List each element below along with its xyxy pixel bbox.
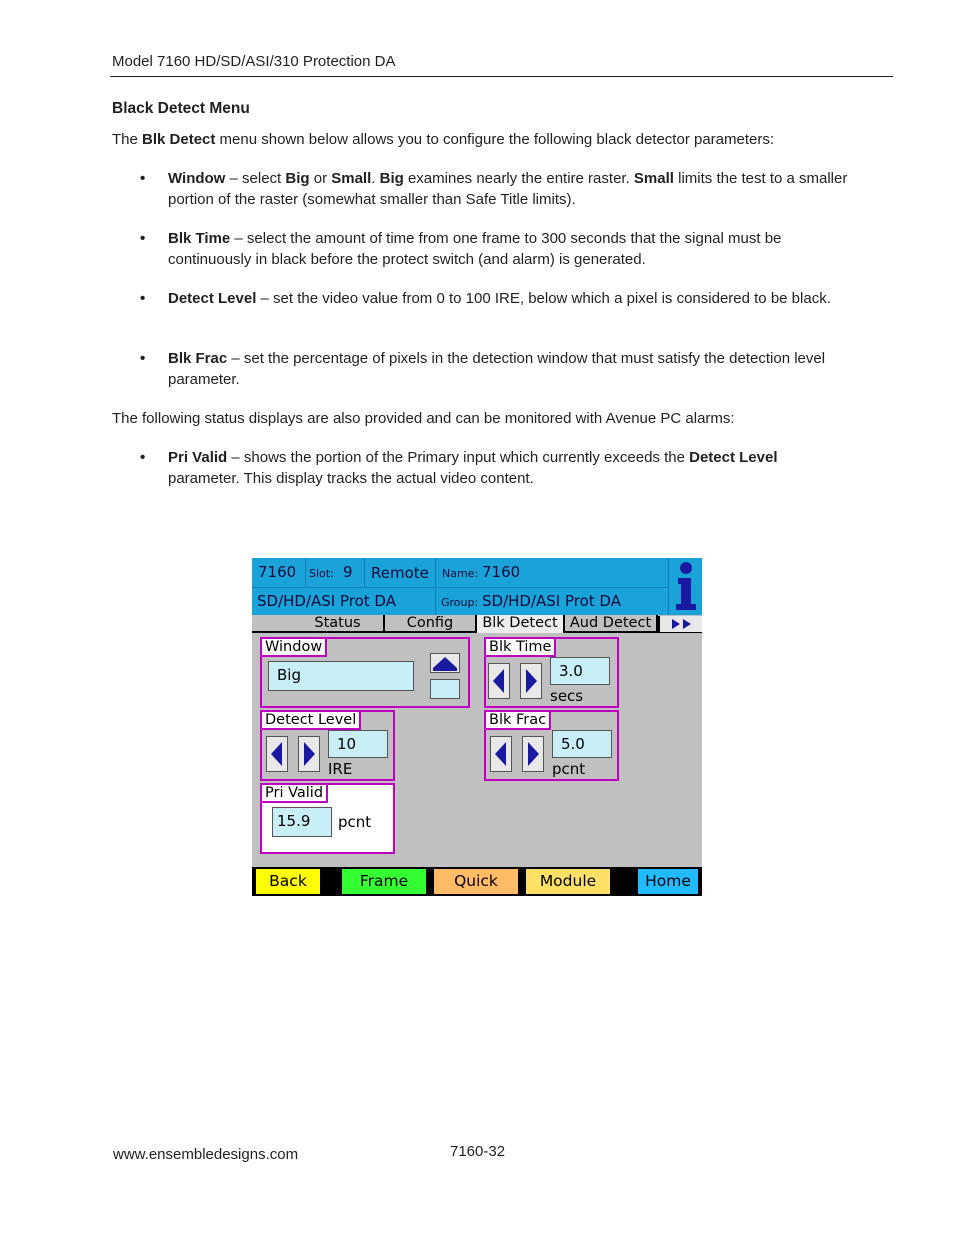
detect-level-value[interactable]: 10 <box>328 730 388 758</box>
bullet-dot: • <box>140 350 146 367</box>
bullet-dot: • <box>140 290 146 307</box>
window-value[interactable]: Big <box>268 661 414 691</box>
bullet-dot: • <box>140 230 146 247</box>
blk-time-decrease-button[interactable] <box>488 663 510 699</box>
tab-scroll-right-icon[interactable] <box>658 616 702 632</box>
window-group <box>260 637 470 708</box>
footer-url: www.ensembledesigns.com <box>113 1146 299 1163</box>
bullet-text: Window – select Big or Small. Big examines nearly the entire raster. Small limits the test to a smaller portion of the raster (somewhat smaller than Safe Title limits). <box>168 170 848 208</box>
panel-topbar <box>252 558 702 615</box>
status-intro: The following status displays are also provided and can be monitored with Avenue PC alarms: <box>112 410 735 427</box>
name-value: 7160 <box>482 563 521 581</box>
pri-valid-unit: pcnt <box>338 813 372 831</box>
tab-config[interactable]: Config <box>385 615 477 633</box>
quick-button[interactable]: Quick <box>434 869 518 894</box>
slot-value: 9 <box>343 563 353 581</box>
tab-bar <box>252 615 702 633</box>
blk-frac-decrease-button[interactable] <box>490 736 512 772</box>
detect-level-label: Detect Level <box>262 712 361 730</box>
blk-frac-unit: pcnt <box>552 760 586 778</box>
slot-label: Slot: <box>309 567 334 580</box>
intro-text-after: menu shown below allows you to configure the following black detector parameters: <box>215 131 775 148</box>
arrow-right-icon <box>521 664 541 698</box>
detect-level-group <box>260 710 395 781</box>
footer-page-number: 7160-32 <box>450 1143 506 1160</box>
intro-bold: Blk Detect <box>142 131 216 148</box>
arrow-right-icon <box>523 737 543 771</box>
bottom-nav <box>252 867 702 896</box>
group-label: Group: <box>441 596 479 609</box>
intro-text: The <box>112 131 143 148</box>
bullet-text: Detect Level – set the video value from 0 to 100 IRE, below which a pixel is considered to be black. <box>168 290 831 307</box>
blk-time-value[interactable]: 3.0 <box>550 657 610 685</box>
home-button[interactable]: Home <box>638 869 698 894</box>
blk-time-increase-button[interactable] <box>520 663 542 699</box>
page-header: Model 7160 HD/SD/ASI/310 Protection DA <box>112 53 396 70</box>
section-title: Black Detect Menu <box>112 100 250 117</box>
frame-button[interactable]: Frame <box>342 869 426 894</box>
detect-level-unit: IRE <box>328 760 353 778</box>
model-label: 7160 <box>258 563 297 581</box>
pri-valid-label: Pri Valid <box>262 785 328 803</box>
blk-time-group <box>484 637 619 708</box>
module-type: SD/HD/ASI Prot DA <box>257 592 396 610</box>
arrow-left-icon <box>267 737 287 771</box>
arrow-left-icon <box>489 664 509 698</box>
arrow-up-icon <box>431 654 459 672</box>
tab-blk-detect[interactable]: Blk Detect <box>477 615 565 633</box>
bullet-text: Pri Valid – shows the portion of the Primary input which currently exceeds the Detect Level parameter. This display tracks the actual video content. <box>168 449 778 487</box>
blk-detect-panel <box>252 558 702 896</box>
bullet-dot: • <box>140 170 146 187</box>
tab-aud-detect[interactable]: Aud Detect <box>565 615 658 633</box>
bullet-dot: • <box>140 449 146 466</box>
remote-status: Remote <box>371 564 429 582</box>
arrow-left-icon <box>491 737 511 771</box>
tab-status[interactable]: Status <box>292 615 385 633</box>
back-button[interactable]: Back <box>256 869 320 894</box>
module-button[interactable]: Module <box>526 869 610 894</box>
pri-valid-group <box>260 783 395 854</box>
info-icon[interactable] <box>672 560 700 612</box>
detect-level-increase-button[interactable] <box>298 736 320 772</box>
blk-time-unit: secs <box>550 687 584 705</box>
window-label: Window <box>262 639 327 657</box>
arrow-right-icon <box>299 737 319 771</box>
bullet-text: Blk Frac – set the percentage of pixels in the detection window that must satisfy the detection level parameter. <box>168 350 826 388</box>
window-down-button[interactable] <box>430 679 460 699</box>
blk-frac-increase-button[interactable] <box>522 736 544 772</box>
blk-frac-group <box>484 710 619 781</box>
name-label: Name: <box>442 567 479 580</box>
header-rule <box>110 76 893 77</box>
blk-frac-value[interactable]: 5.0 <box>552 730 612 758</box>
blk-frac-label: Blk Frac <box>486 712 551 730</box>
detect-level-decrease-button[interactable] <box>266 736 288 772</box>
group-value: SD/HD/ASI Prot DA <box>482 592 621 610</box>
bullet-text: Blk Time – select the amount of time from one frame to 300 seconds that the signal must be continuously in black before the protect switch (and alarm) is generated. <box>168 230 782 268</box>
intro-paragraph <box>112 130 872 150</box>
window-up-button[interactable] <box>430 653 460 673</box>
blk-time-label: Blk Time <box>486 639 556 657</box>
pri-valid-value: 15.9 <box>272 807 332 837</box>
